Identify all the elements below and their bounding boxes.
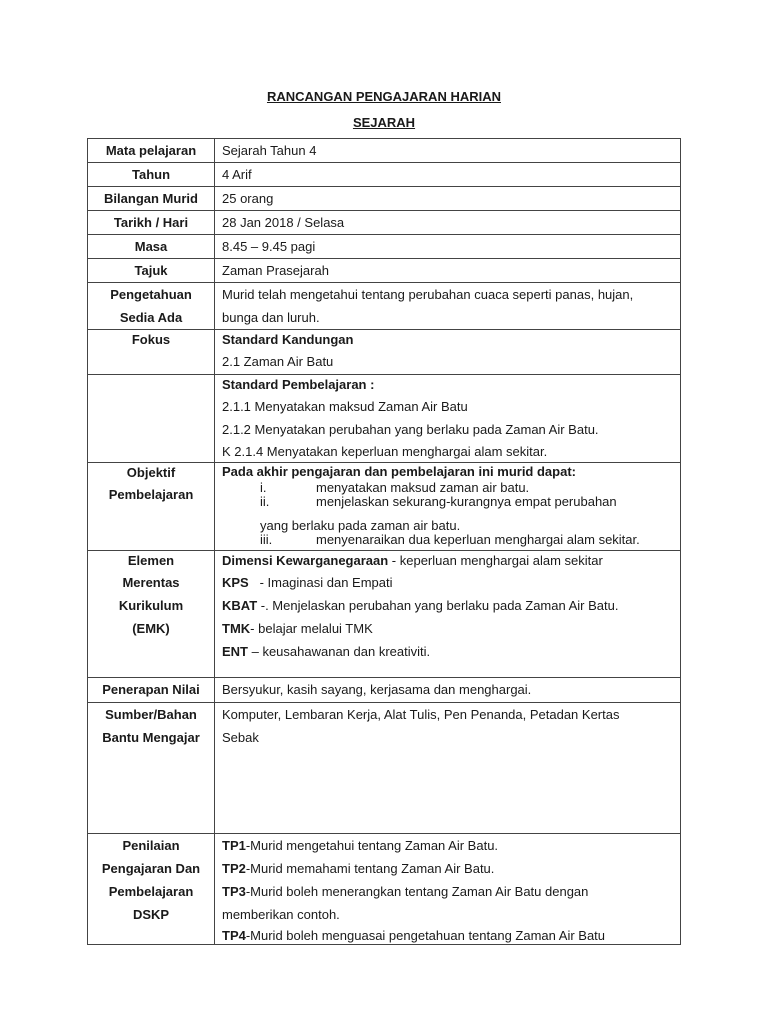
row-label-empty [88,375,215,463]
lesson-plan-table [87,138,681,945]
emk-line: KPS - Imaginasi dan Empati [222,575,393,590]
table-row [88,139,681,163]
row-label: Fokus [88,330,215,375]
tp-line: TP1-Murid mengetahui tentang Zaman Air Batu. [222,838,499,853]
row-label: Objektif Pembelajaran [88,463,215,551]
tp-line: TP4-Murid boleh menguasai pengetahuan tentang Zaman Air Batu [222,928,606,943]
list-item: iii. menyenaraikan dua keperluan menghargai alam sekitar. [260,532,640,547]
row-label: Tahun [88,163,215,187]
table-row [88,259,681,283]
standard-kandungan-cell: Standard Kandungan 2.1 Zaman Air Batu [215,330,681,375]
table-row [88,330,681,375]
row-value: Zaman Prasejarah [215,259,681,283]
tp-line: memberikan contoh. [222,907,340,922]
row-value: 25 orang [215,187,681,211]
row-label: Penerapan Nilai [88,678,215,703]
table-row [88,375,681,463]
row-label: Penilaian Pengajaran Dan Pembelajaran DSKP [88,834,215,945]
table-row [88,235,681,259]
row-value [215,834,681,945]
emk-line: KBAT -. Menjelaskan perubahan yang berlaku pada Zaman Air Batu. [222,598,619,613]
table-row [88,463,681,551]
row-label: Pengetahuan Sedia Ada [88,283,215,330]
tp-line: TP3-Murid boleh menerangkan tentang Zaman Air Batu dengan [222,884,589,899]
emk-line: ENT – keusahawanan dan kreativiti. [222,644,431,659]
subject-heading: SEJARAH [352,115,416,130]
table-row [88,187,681,211]
row-label: Masa [88,235,215,259]
row-label: Tarikh / Hari [88,211,215,235]
list-item: i. menyatakan maksud zaman air batu. [260,480,530,495]
document-title: RANCANGAN PENGAJARAN HARIAN [266,89,501,104]
table-row [88,163,681,187]
table-row [88,211,681,235]
table-row [88,551,681,678]
table-row [88,703,681,834]
row-value: 8.45 – 9.45 pagi [215,235,681,259]
row-value [215,551,681,678]
row-label: Bilangan Murid [88,187,215,211]
standard-pembelajaran-cell: Standard Pembelajaran : 2.1.1 Menyatakan maksud Zaman Air Batu 2.1.2 Menyatakan perubahan yang berlaku pada Zaman Air Batu. K 2.1.4 Menyatakan keperluan menghargai alam sekitar. [215,375,681,463]
table-row [88,283,681,330]
list-item: ii. menjelaskan sekurang-kurangnya empat perubahan [260,494,617,509]
tp-line: TP2-Murid memahami tentang Zaman Air Batu. [222,861,495,876]
emk-line: TMK- belajar melalui TMK [222,621,373,636]
row-label: Tajuk [88,259,215,283]
table-row [88,834,681,945]
row-value: Pada akhir pengajaran dan pembelajaran ini murid dapat: i. menyatakan maksud zaman air batu. ii. menjelaskan sekurang-kurangnya empat perubahan yang berlaku pada zaman air batu. iii. menyenaraikan dua keperluan menghargai alam sekitar. [215,463,681,551]
row-value: Murid telah mengetahui tentang perubahan cuaca seperti panas, hujan, bunga dan luruh. [215,283,681,330]
emk-line: Dimensi Kewarganegaraan - keperluan menghargai alam sekitar [222,553,603,568]
row-label: Elemen Merentas Kurikulum (EMK) [88,551,215,678]
row-value: 4 Arif [215,163,681,187]
row-label: Mata pelajaran [88,139,215,163]
row-value: Sejarah Tahun 4 [215,139,681,163]
row-value: Bersyukur, kasih sayang, kerjasama dan menghargai. [215,678,681,703]
row-label: Sumber/Bahan Bantu Mengajar [88,703,215,834]
table-row [88,678,681,703]
row-value: Komputer, Lembaran Kerja, Alat Tulis, Pen Penanda, Petadan Kertas Sebak [215,703,681,834]
list-item-continuation: yang berlaku pada zaman air batu. [260,518,461,533]
row-value: 28 Jan 2018 / Selasa [215,211,681,235]
